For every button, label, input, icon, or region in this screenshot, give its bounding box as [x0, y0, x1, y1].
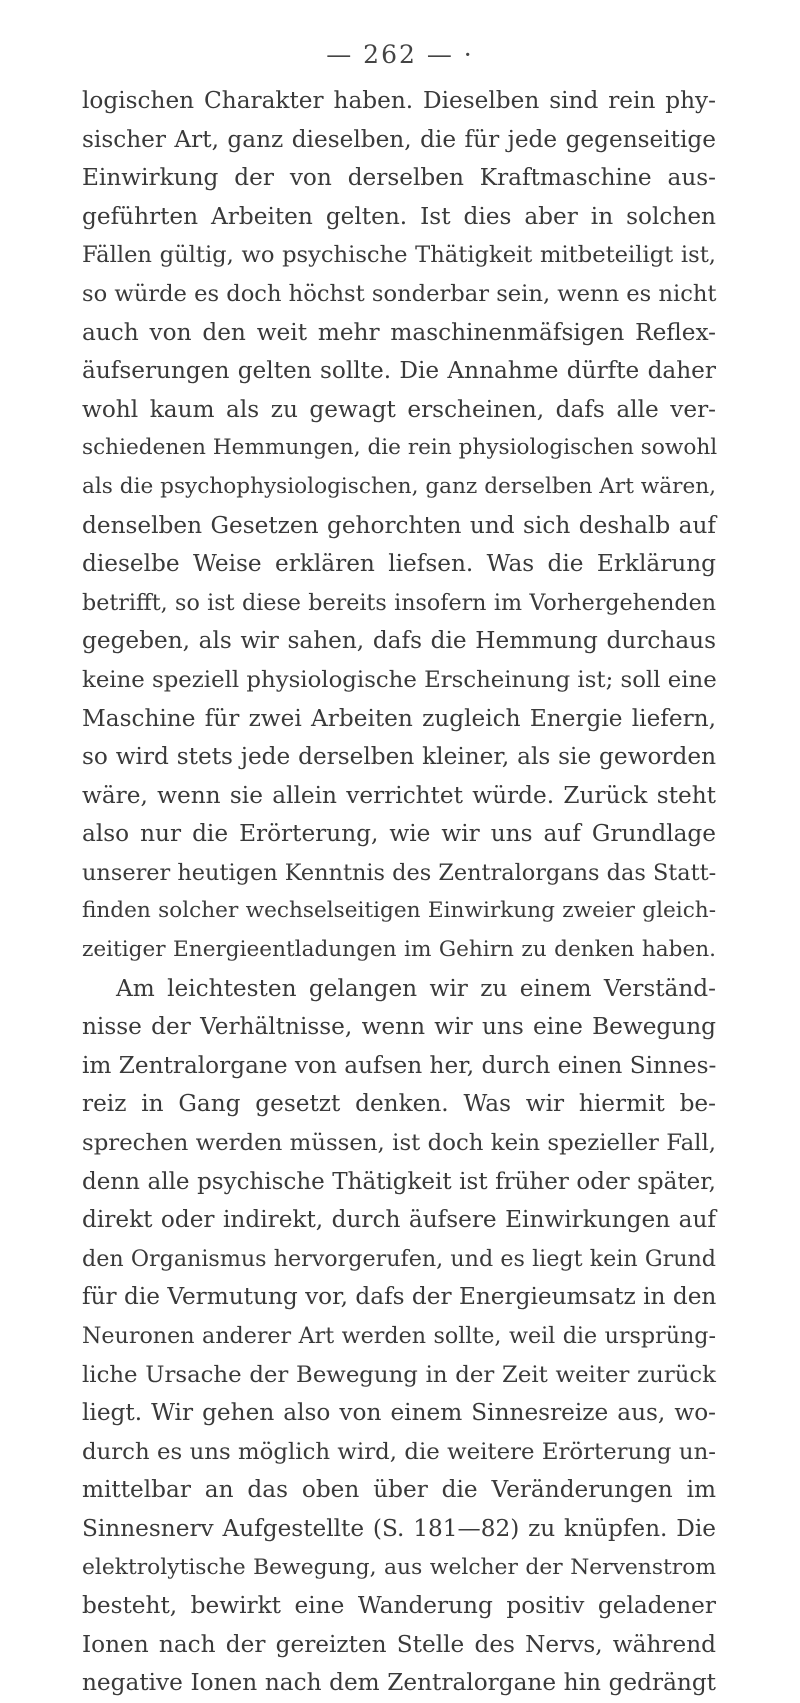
- text-line: Sinnesnerv Aufgestellte (S. 181—82) zu knüpfen. Die: [82, 1514, 716, 1542]
- text-line: Einwirkung der von derselben Kraftmaschine aus-: [82, 164, 716, 192]
- text-line: so würde es doch höchst sonderbar sein, wenn es nicht: [82, 280, 717, 307]
- text-line: dieselbe Weise erklären liefsen. Was die Erklärung: [82, 550, 716, 578]
- text-line: zeitiger Energieentladungen im Gehirn zu denken haben.: [82, 937, 716, 963]
- text-line: durch es uns möglich wird, die weitere Erörterung un-: [82, 1438, 716, 1465]
- text-line: nisse der Verhältnisse, wenn wir uns eine Bewegung: [82, 1013, 716, 1041]
- text-line: Neuronen anderer Art werden sollte, weil die ursprüng-: [82, 1323, 716, 1349]
- text-line: wohl kaum als zu gewagt erscheinen, dafs alle ver-: [82, 395, 716, 423]
- text-line: sischer Art, ganz dieselben, die für jede gegenseitige: [82, 125, 716, 153]
- text-line: elektrolytische Bewegung, aus welcher der Nervenstrom: [82, 1554, 716, 1580]
- text-line: reiz in Gang gesetzt denken. Was wir hiermit be-: [82, 1090, 716, 1118]
- text-line: besteht, bewirkt eine Wanderung positiv geladener: [82, 1592, 716, 1620]
- text-line: schiedenen Hemmungen, die rein physiologischen sowohl: [82, 435, 718, 461]
- text-line: keine speziell physiologische Erscheinung ist; soll eine: [82, 666, 717, 693]
- text-line: liche Ursache der Bewegung in der Zeit weiter zurück: [82, 1361, 716, 1388]
- text-line: auch von den weit mehr maschinenmäfsigen Reflex-: [82, 318, 716, 346]
- text-line: den Organismus hervorgerufen, und es liegt kein Grund: [82, 1245, 716, 1272]
- text-line: als die psychophysiologischen, ganz derselben Art wären,: [82, 473, 716, 499]
- text-line: so wird stets jede derselben kleiner, als sie geworden: [82, 743, 716, 771]
- text-line: im Zentralorgane von aufsen her, durch einen Sinnes-: [82, 1051, 717, 1079]
- page-number-header: — 262 — ·: [326, 40, 474, 69]
- text-line: äufserungen gelten sollte. Die Annahme dürfte daher: [82, 357, 716, 385]
- text-line: liegt. Wir gehen also von einem Sinnesreize aus, wo-: [82, 1399, 716, 1427]
- text-line: Fällen gültig, wo psychische Thätigkeit mitbeteiligt ist,: [82, 242, 716, 269]
- text-line: mittelbar an das oben über die Veränderungen im: [82, 1476, 716, 1504]
- text-line: unserer heutigen Kenntnis des Zentralorgans das Statt-: [82, 859, 717, 886]
- text-line: also nur die Erörterung, wie wir uns auf Grundlage: [82, 820, 716, 848]
- text-line: Am leichtesten gelangen wir zu einem Verständ-: [116, 974, 716, 1002]
- text-line: Ionen nach der gereizten Stelle des Nervs, während: [82, 1630, 716, 1658]
- text-line: direkt oder indirekt, durch äufsere Einwirkungen auf: [82, 1206, 716, 1234]
- text-line: negative Ionen nach dem Zentralorgane hin gedrängt: [82, 1669, 716, 1697]
- text-line: geführten Arbeiten gelten. Ist dies aber in solchen: [82, 202, 716, 230]
- text-line: denn alle psychische Thätigkeit ist früher oder später,: [82, 1168, 716, 1195]
- body-text: [82, 82, 716, 1703]
- text-line: sprechen werden müssen, ist doch kein spezieller Fall,: [82, 1130, 716, 1157]
- text-line: betrifft, so ist diese bereits insofern im Vorhergehenden: [82, 589, 716, 616]
- text-line: für die Vermutung vor, dafs der Energieumsatz in den: [82, 1283, 717, 1311]
- text-line: Maschine für zwei Arbeiten zugleich Energie liefern,: [82, 704, 716, 732]
- text-line: logischen Charakter haben. Dieselben sind rein phy-: [82, 87, 716, 114]
- text-line: finden solcher wechselseitigen Einwirkung zweier gleich-: [82, 898, 716, 924]
- text-line: gegeben, als wir sahen, dafs die Hemmung durchaus: [82, 627, 716, 655]
- text-line: denselben Gesetzen gehorchten und sich deshalb auf: [82, 511, 716, 539]
- text-line: wäre, wenn sie allein verrichtet würde. Zurück steht: [82, 781, 716, 809]
